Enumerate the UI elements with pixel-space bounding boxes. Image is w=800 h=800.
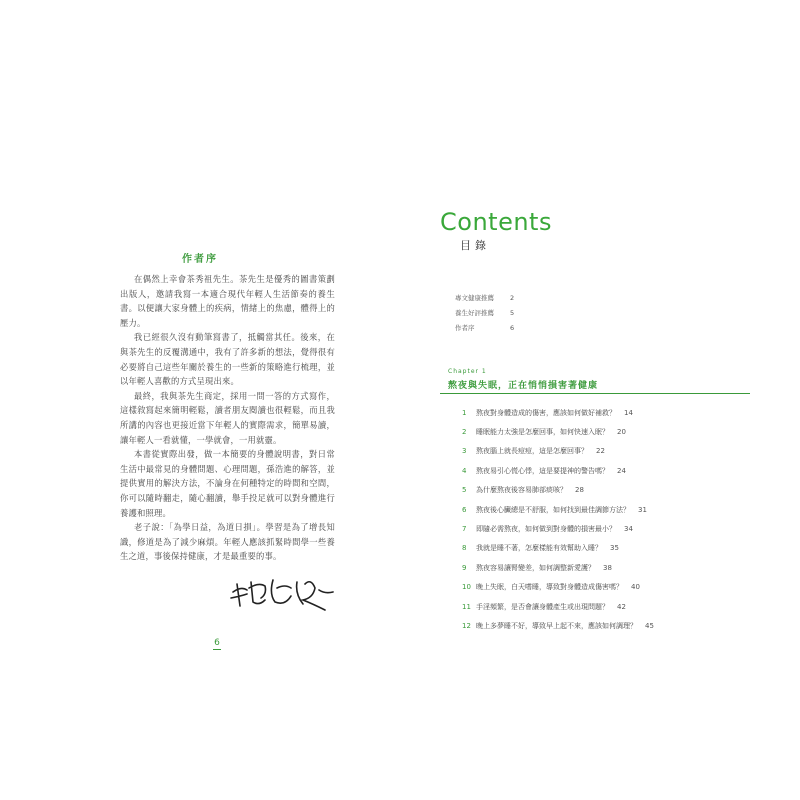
preface-body bbox=[120, 272, 335, 564]
page-number-underline bbox=[213, 649, 221, 650]
toc-item[interactable] bbox=[462, 481, 762, 500]
toc-item[interactable] bbox=[462, 442, 762, 461]
toc-number: 5 bbox=[462, 486, 467, 495]
toc-page: 24 bbox=[617, 466, 626, 475]
toc-text: 即隨必需熬夜，如何做到對身體的損害最小？ bbox=[476, 525, 616, 534]
front-matter-item[interactable] bbox=[455, 320, 575, 335]
toc-page: 20 bbox=[617, 428, 626, 437]
toc-list bbox=[462, 403, 762, 636]
toc-page: 35 bbox=[610, 544, 619, 553]
toc-text: 熬夜對身體造成的傷害，應該如何做好補救？ bbox=[476, 408, 616, 417]
toc-text: 晚上失眠，白天嗜睡，導致對身體造成傷害嗎？ bbox=[476, 583, 623, 592]
toc-page: 14 bbox=[624, 408, 633, 417]
toc-page: 28 bbox=[575, 486, 584, 495]
toc-number: 11 bbox=[462, 602, 471, 611]
toc-text: 我就是睡不著，怎麼樣能有效幫助入睡？ bbox=[476, 544, 602, 553]
toc-page: 22 bbox=[596, 447, 605, 456]
toc-page: 38 bbox=[603, 563, 612, 572]
front-matter-label: 作者序 bbox=[455, 324, 475, 332]
toc-number: 6 bbox=[462, 505, 467, 514]
toc-text: 睡眠能力太強是怎麼回事，如何快速入眠？ bbox=[476, 428, 609, 437]
preface-paragraph: 在偶然上幸會茶秀祖先生。茶先生是優秀的圖書策劃出版人，邀請我寫一本適合現代年輕人生活節奏的養生書。以便讓大家身體上的疾病，情緒上的焦慮，體得上的壓力。 bbox=[120, 274, 335, 328]
preface-paragraph: 老子說：「為學日益，為道日損」。學習是為了增長知識，修道是為了減少麻煩。年輕人應該抓緊時間學一些養生之道，事後保持健康，才是最重要的事。 bbox=[120, 522, 335, 562]
preface-paragraph: 我已經很久沒有動筆寫書了，抵觸當其任。後來，在與茶先生的反覆溝通中，我有了許多新的想法，覺得很有必要將自己這些年關於養生的一些新的策略進行梳理，並以年輕人喜歡的方式呈現出來。 bbox=[120, 332, 335, 387]
toc-text: 為什麼熬夜後容易肺部痰咳？ bbox=[476, 486, 567, 495]
toc-item[interactable] bbox=[462, 616, 762, 635]
toc-item[interactable] bbox=[462, 422, 762, 441]
chapter-title: 熬夜與失眠，正在悄悄損害著健康 bbox=[448, 381, 599, 391]
front-matter-item[interactable] bbox=[455, 305, 575, 320]
toc-item[interactable] bbox=[462, 519, 762, 538]
toc-item[interactable] bbox=[462, 558, 762, 577]
toc-item[interactable] bbox=[462, 597, 762, 616]
toc-text: 熬夜腦上就長痘痘，這是怎麼回事？ bbox=[476, 447, 588, 456]
toc-number: 12 bbox=[462, 621, 471, 630]
toc-item[interactable] bbox=[462, 461, 762, 480]
front-matter-page: 2 bbox=[510, 293, 515, 302]
toc-number: 4 bbox=[462, 466, 467, 475]
toc-item[interactable] bbox=[462, 403, 762, 422]
front-matter-label: 養生好評推薦 bbox=[455, 309, 494, 317]
toc-number: 9 bbox=[462, 563, 467, 572]
page-number-value: 6 bbox=[214, 638, 220, 648]
chapter-label: Chapter 1 bbox=[448, 368, 487, 375]
toc-number: 1 bbox=[462, 408, 467, 417]
toc-item[interactable] bbox=[462, 500, 762, 519]
toc-text: 熬夜易引心慌心悸，這是要提神的警告嗎？ bbox=[476, 466, 609, 475]
toc-page: 34 bbox=[624, 525, 633, 534]
toc-number: 2 bbox=[462, 428, 467, 437]
preface-paragraph: 最終，我與茶先生商定，採用一問一答的方式寫作，這樣敘寫起來簡明輕鬆，讀者朋友閱讀也很輕鬆，而且我所講的內容也更接近當下年輕人的實際需求，簡單易讀，讓年輕人一看就懂，一學就會，一用就靈。 bbox=[120, 390, 335, 445]
toc-page: 40 bbox=[631, 583, 640, 592]
front-matter-item[interactable] bbox=[455, 290, 575, 305]
front-matter-page: 5 bbox=[510, 308, 515, 317]
toc-page: 45 bbox=[645, 621, 654, 630]
preface-paragraph: 本書從實際出發，做一本簡要的身體說明書，對日常生活中最常見的身體問題、心理問題，孫浩進的解答，並提供實用的解決方法，不論身在何種特定的時間和空間，你可以隨時翻走，隨心翻讀，舉手投足就可以對身體進行養護和照理。 bbox=[120, 449, 335, 518]
toc-text: 熬夜容易讓腎變差，如何調整新愛護？ bbox=[476, 563, 595, 572]
front-matter-list bbox=[455, 290, 575, 335]
front-matter-label: 專文健康推薦 bbox=[455, 294, 494, 302]
contents-title: Contents bbox=[440, 208, 552, 236]
chapter-divider bbox=[440, 393, 750, 394]
toc-page: 42 bbox=[617, 602, 626, 611]
author-signature bbox=[227, 570, 342, 615]
toc-text: 熬夜後心臟總是不舒服，如何找到最佳調節方法？ bbox=[476, 505, 630, 514]
contents-subtitle: 目錄 bbox=[460, 239, 490, 252]
toc-text: 手淫頻繁，是否會讓身體產生或出現問題？ bbox=[476, 602, 609, 611]
preface-title: 作者序 bbox=[182, 254, 218, 265]
toc-item[interactable] bbox=[462, 539, 762, 558]
toc-number: 3 bbox=[462, 447, 467, 456]
toc-item[interactable] bbox=[462, 578, 762, 597]
right-page bbox=[400, 0, 800, 800]
front-matter-page: 6 bbox=[510, 323, 515, 332]
toc-number: 8 bbox=[462, 544, 467, 553]
page-number bbox=[212, 638, 222, 650]
toc-number: 10 bbox=[462, 583, 471, 592]
toc-text: 晚上多夢睡不好，導致早上起不來，應該如何調理？ bbox=[476, 621, 637, 630]
toc-number: 7 bbox=[462, 525, 467, 534]
toc-page: 31 bbox=[638, 505, 647, 514]
